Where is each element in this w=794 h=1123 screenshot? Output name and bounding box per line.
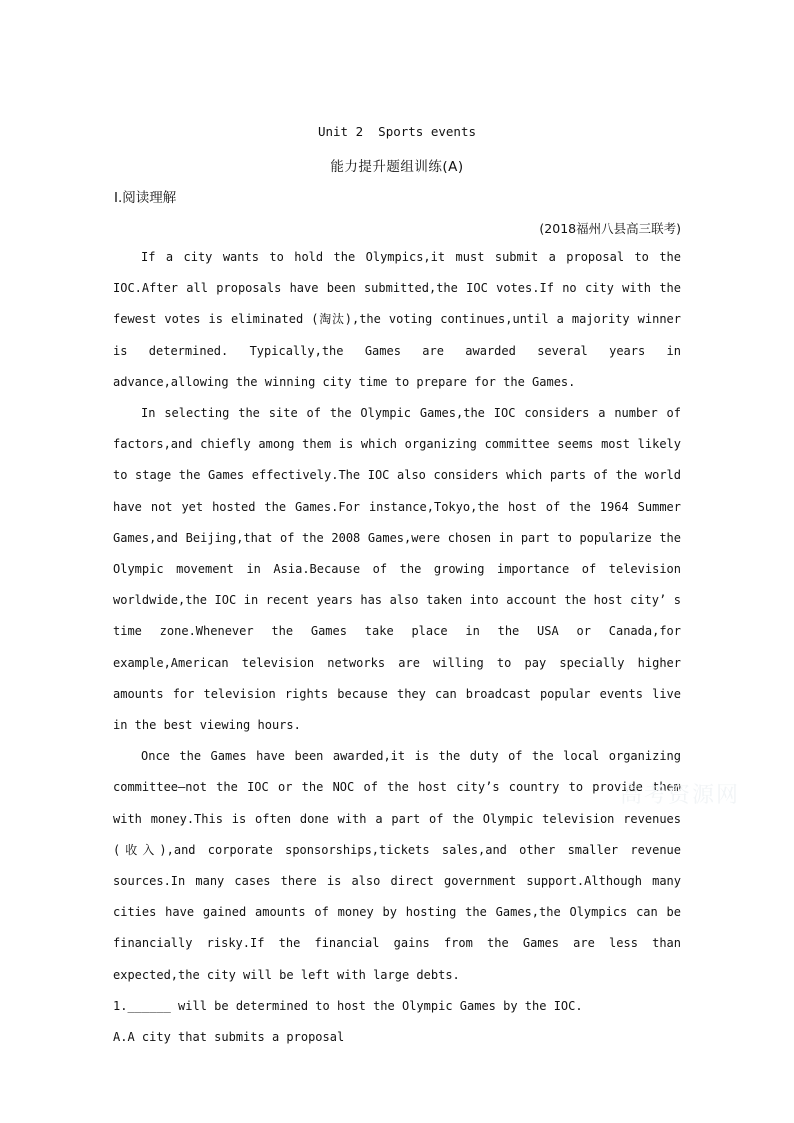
unit-title: Unit 2 Sports events — [317, 124, 477, 139]
passage-paragraph-3: Once the Games have been awarded,it is the duty of the local organizing committee—not the IOC or the NOC of the host city’s country to provide them with money.This is often done with a part of the Olympic television revenues (收入),and corporate sponsorships,tickets sales,and other smaller revenue sources.In many cases there is also direct government support.Although many cities have gained amounts of money by hosting the Games,the Olympics can be financially risky.If the financial gains from the Games are less than expected,the city will be left with large debts. — [113, 749, 681, 982]
question-1-stem: 1.______ will be determined to host the Olympic Games by the IOC. — [113, 998, 583, 1013]
section-heading: Ⅰ.阅读理解 — [114, 190, 177, 206]
passage-paragraph-1: If a city wants to hold the Olympics,it must submit a proposal to the IOC.After all proposals have been submitted,the IOC votes.If no city with the fewest votes is eliminated (淘汰),the voting continues,until a majority winner is determined. Typically,the Games are awarded several years in advance,allowing the winning city time to prepare for the Games. — [113, 250, 681, 389]
source-note: (2018福州八县高三联考) — [539, 221, 681, 236]
exercise-subtitle: 能力提升题组训练(A) — [330, 159, 464, 175]
passage-paragraph-2: In selecting the site of the Olympic Games,the IOC considers a number of factors,and chiefly among them is which organizing committee seems most likely to stage the Games effectively.The IOC also considers which parts of the world have not yet hosted the Games.For instance,Tokyo,the host of the 1964 Summer Games,and Beijing,that of the 2008 Games,were chosen in part to popularize the Olympic movement in Asia.Because of the growing importance of television worldwide,the IOC in recent years has also taken into account the host city’ s time zone.Whenever the Games take place in the USA or Canada,for example,American television networks are willing to pay specially higher amounts for television rights because they can broadcast popular events live in the best viewing hours. — [113, 406, 681, 733]
question-1-option-a: A.A city that submits a proposal — [113, 1030, 345, 1045]
passage-body — [113, 242, 681, 1053]
watermark-logo: 高考资源网 — [620, 783, 741, 808]
